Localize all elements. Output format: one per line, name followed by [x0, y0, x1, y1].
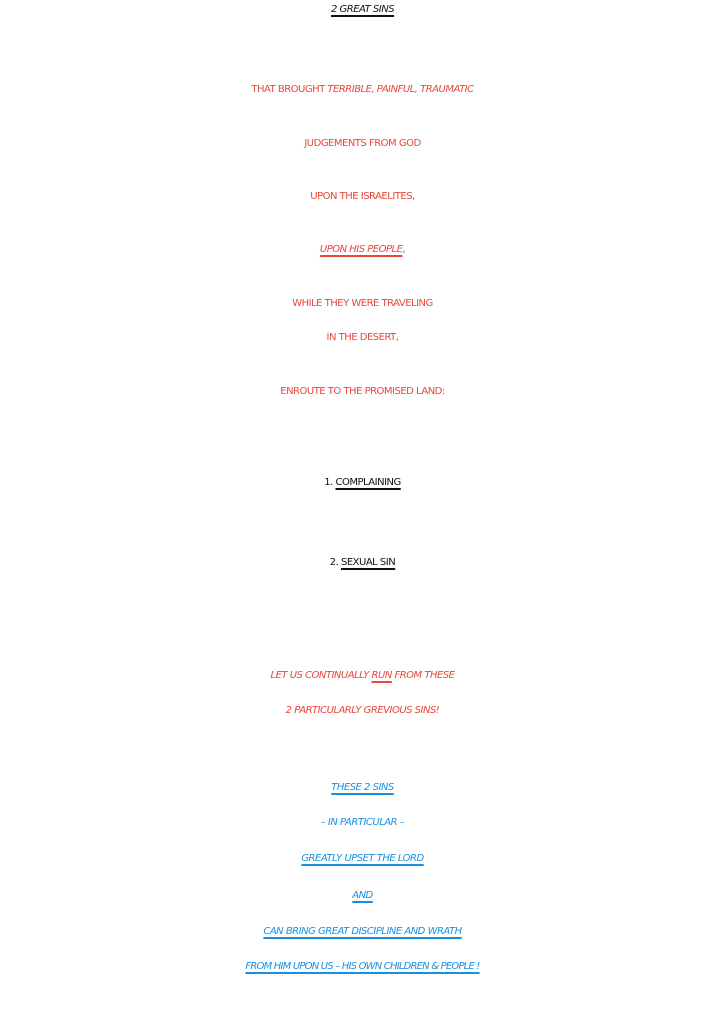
list-item-complaining — [0, 477, 725, 488]
warning-line-2: – IN PARTICULAR – — [320, 817, 405, 828]
warning-line-4-text: AND — [352, 890, 373, 901]
intro-line-4-suffix: , — [402, 244, 406, 255]
intro-line-4 — [0, 244, 725, 255]
intro-line-1-prefix: THAT BROUGHT — [251, 84, 328, 95]
exhortation-line-1 — [0, 670, 725, 681]
warning-line-5-text: CAN BRING GREAT DISCIPLINE AND WRATH — [263, 926, 462, 937]
intro-line-4-underlined: UPON HIS PEOPLE — [319, 244, 403, 255]
warning-line-6-part-2: UPON US – HIS OWN CHILDREN & PEOPLE — [290, 961, 474, 972]
intro-line-2: JUDGEMENTS FROM GOD — [304, 138, 421, 149]
warning-line-1 — [0, 782, 725, 793]
intro-line-5: WHILE THEY WERE TRAVELING — [292, 298, 433, 309]
warning-line-3 — [0, 853, 725, 864]
exhortation-line-1-suffix: FROM THESE — [391, 670, 455, 681]
exhortation-run-word: RUN — [371, 670, 392, 681]
intro-line-7: ENROUTE TO THE PROMISED LAND: — [280, 386, 445, 397]
intro-line-6: IN THE DESERT, — [326, 332, 399, 343]
page-title: 2 GREAT SINS — [330, 4, 395, 15]
list-item-number: 2. — [329, 557, 341, 568]
intro-line-3: UPON THE ISRAELITES, — [310, 191, 415, 202]
warning-line-4 — [0, 890, 725, 901]
intro-line-1-emphasis: TERRIBLE, PAINFUL, TRAUMATIC — [327, 84, 474, 95]
warning-line-6-part-3: ! — [473, 961, 480, 972]
warning-line-5 — [0, 926, 725, 937]
warning-line-6-part-1: FROM HIM — [245, 961, 291, 972]
warning-line-6 — [0, 961, 725, 972]
list-item-sexual-sin — [0, 557, 725, 568]
intro-line-1 — [0, 84, 725, 95]
warning-line-3-text: GREATLY UPSET THE LORD — [301, 853, 424, 864]
list-item-label: COMPLAINING — [335, 477, 401, 488]
exhortation-line-1-prefix: LET US CONTINUALLY — [270, 670, 372, 681]
warning-line-1-text: THESE 2 SINS — [331, 782, 394, 793]
exhortation-line-2: 2 PARTICULARLY GREVIOUS SINS! — [285, 705, 440, 716]
list-item-number: 1. — [324, 477, 336, 488]
list-item-label: SEXUAL SIN — [341, 557, 396, 568]
